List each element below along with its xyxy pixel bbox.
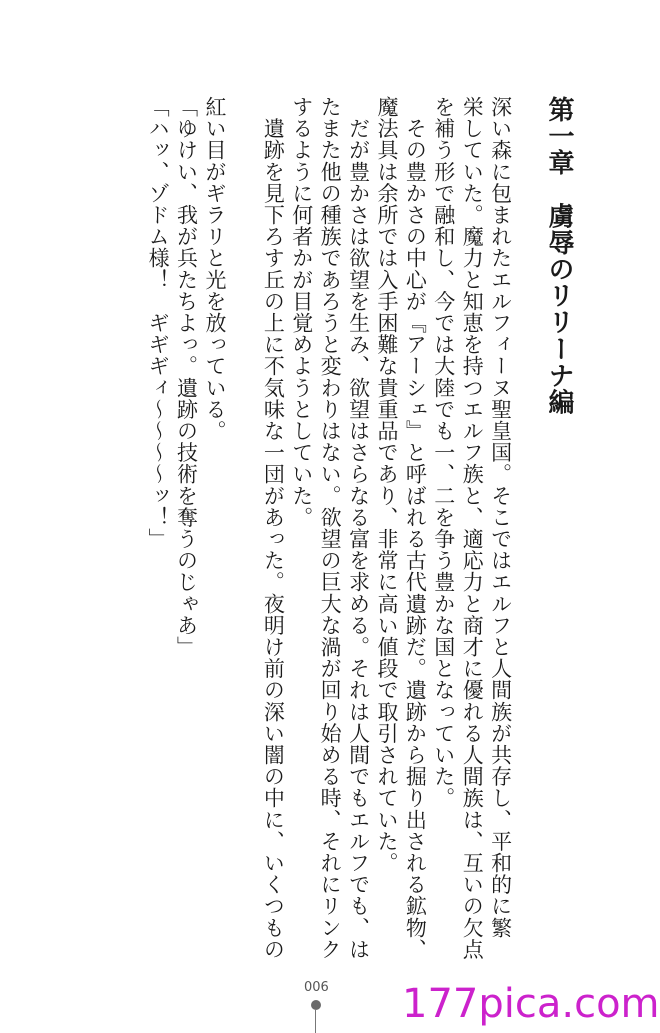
page-number: 006: [304, 980, 329, 995]
vertical-text-body: [144, 96, 579, 966]
text-line-6: だが豊かさは欲望を生み、欲望はさらなる富を求める。それは人間でもエルフでも、は: [346, 96, 371, 960]
watermark-text: 177pica.com: [402, 981, 660, 1027]
dialogue-line-1: 「ゆけい、我が兵たちよっ。遺跡の技術を奪うのじゃあ」: [174, 96, 199, 658]
text-line-10: 紅い目がギラリと光を放っている。: [202, 96, 227, 442]
text-line-1: 深い森に包まれたエルフィーヌ聖皇国。そこではエルフと人間族が共存し、平和的に繁: [488, 96, 513, 939]
chapter-title: 第一章 虜辱のリリーナ編: [544, 96, 574, 416]
text-line-9: 遺跡を見下ろす丘の上に不気味な一団があった。夜明け前の深い闇の中に、いくつもの: [261, 96, 286, 960]
text-line-7: たまた他の種族であろうと変わりはない。欲望の巨大な渦が回り始める時、それにリンク: [318, 96, 343, 960]
page-marker-dot: [311, 1000, 321, 1010]
page-marker-rule: [315, 1010, 316, 1033]
text-line-4: その豊かさの中心が『アーシェ』と呼ばれる古代遺跡だ。遺跡から掘り出される鉱物、: [403, 96, 428, 960]
text-line-8: するように何者かが目覚めようとしていた。: [289, 96, 314, 528]
text-line-3: を補う形で融和し、今では大陸でも一、二を争う豊かな国となっていた。: [431, 96, 456, 809]
text-line-2: 栄していた。魔力と知恵を持つエルフ族と、適応力と商才に優れる人間族は、互いの欠点: [460, 96, 485, 960]
dialogue-line-2: 「ハッ、ゾドム様！ ギギギィ～～～～ッ！」: [146, 96, 171, 550]
text-line-5: 魔法具は余所では入手困難な貴重品であり、非常に高い値段で取引されていた。: [374, 96, 399, 874]
